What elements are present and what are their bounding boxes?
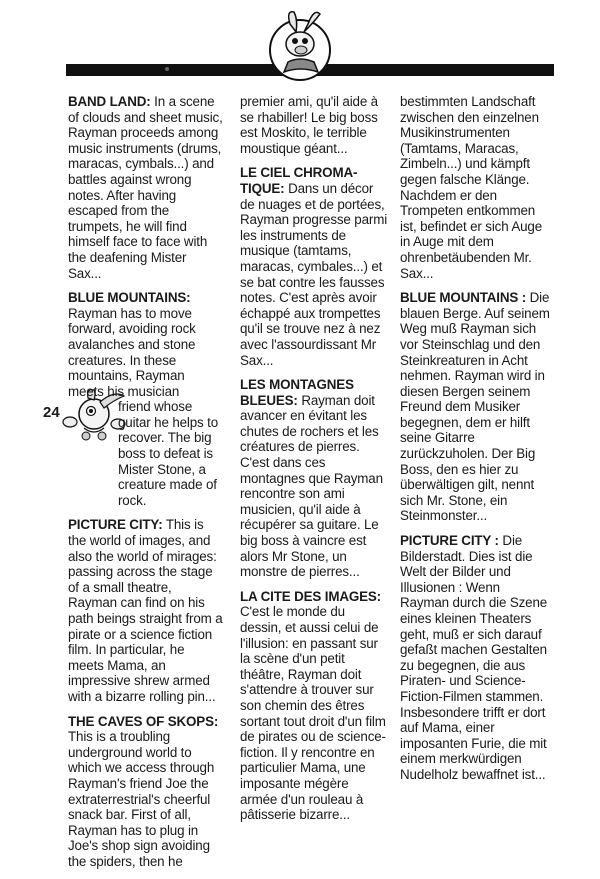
column-english bbox=[68, 94, 223, 879]
section-band-land bbox=[68, 94, 223, 281]
section-blue-mountains bbox=[68, 290, 223, 399]
section-body: friend whose guitar he helps to recover. The big boss to defeat is Mister Stone, a creature made of rock. bbox=[118, 399, 219, 508]
page-number: 24 bbox=[43, 404, 60, 421]
section-body: Rayman doit avancer en évitant les chutes de rochers et les créatures de pierres. C'est dans ces montagnes que Rayman rencontre son ami musicien, qu'il aide à récupérer sa guitare. Le big boss à vaincre est alors Mr Stone, un monstre de pierres... bbox=[240, 392, 383, 580]
section-body: C'est le monde du dessin, et aussi celui de l'illusion: en passant sur la scène d'un petit théâtre, Rayman doit s'attendre à trouver sur son chemin des êtres sortant tout droit d'un film de pirates ou de science-fiction. Il y rencontre en particulier Mama, une imposante mégère armée d'un rouleau à pâtisserie bizarre... bbox=[240, 604, 386, 823]
section-body: Die blauen Berge. Auf seinem Weg muß Rayman sich vor Steinschlag und den Steinkreaturen in Acht nehmen. Rayman wird in diesen Bergen seinem Freund dem Musiker begegnen, dem er hilft seine Gitarre zurückzuholen. Der Big Boss, den es hier zu überwältigen gilt, nennt sich Mr. Stone, ein Steinmonster... bbox=[400, 290, 550, 524]
section-body: Die Bilderstadt. Dies ist die Welt der Bilder und Illusionen : Wenn Rayman durch die Szene eines kleinen Theaters geht, muß er sich darauf gefaßt machen Gestalten zu begegnen, die aus Piraten- und Science-Fiction-Filmen stammen. Insbesondere trifft er dort auf Mama, einer imposanten Furie, die mit einem merkwürdigen Nudelholz bewaffnet ist... bbox=[400, 533, 548, 782]
section-body: Dans un décor de nuages et de portées, Rayman progresse parmi les instruments de musique (tamtams, maracas, cymbales...) et se bat contre les fausses notes. C'est après avoir échappé aux trompettes qu'il se trouve nez à nez avec l'assourdissant Mr Sax... bbox=[240, 180, 388, 368]
section-ciel-chromatique bbox=[240, 165, 388, 368]
section-montagnes-bleues bbox=[240, 377, 388, 580]
section-heading: LE CIEL CHROMA-TIQUE: bbox=[240, 165, 358, 196]
section-body: In a scene of clouds and sheet music, Rayman proceeds among music instruments (drums, maracas, cymbals...) and battles against wrong notes. After having escaped from the trumpets, he will find himself face to face with the deafening Mister Sax... bbox=[68, 94, 223, 281]
section-heading: PICTURE CITY: bbox=[68, 517, 163, 533]
section-intro: premier ami, qu'il aide à se rhabiller! Le big boss est Moskito, le terrible moustique géant... bbox=[240, 94, 378, 156]
section-body: Rayman has to move forward, avoiding rock avalanches and stone creatures. In these mountains, Rayman meets his musician bbox=[68, 305, 196, 399]
section-heading: BAND LAND: bbox=[68, 94, 151, 109]
column-german bbox=[400, 94, 552, 792]
section-intro: bestimmten Landschaft zwischen den einzelnen Musikinstrumenten (Tamtams, Maracas, Zimbeln...) und kämpft gegen falsche Klänge. Nachdem er den Trompeten entkommen ist, befindet er sich Auge in Auge mit dem ohrenbetäubenden Mr. Sax... bbox=[400, 94, 542, 281]
section-picture-city bbox=[68, 517, 223, 704]
section-picture-city bbox=[400, 533, 552, 783]
section-heading: LES MONTAGNES BLEUES: bbox=[240, 377, 354, 408]
rayman-header-icon bbox=[268, 6, 332, 92]
section-caves-of-skops bbox=[68, 714, 223, 870]
wrapped-text-block bbox=[68, 399, 223, 508]
section-body: This is a troubling underground world to which we access through Rayman's friend Joe the extraterrestrial's cheerful snack bar. First of all, Rayman has to plug in Joe's shop sign avoiding the spiders, then he bbox=[68, 729, 215, 869]
image-wrap-space bbox=[68, 399, 118, 508]
section-heading: BLUE MOUNTAINS: bbox=[68, 290, 191, 306]
section-cite-des-images bbox=[240, 589, 388, 823]
section-heading: THE CAVES OF SKOPS: bbox=[68, 713, 219, 729]
section-body: This is the world of images, and also the world of mirages: passing across the stage of a small theatre, Rayman can find on his path beings straight from a pirate or a science fiction film. In particular, he meets Mama, an impressive shrew armed with a bizarre rolling pin... bbox=[68, 517, 223, 704]
column-french bbox=[240, 94, 388, 832]
section-blue-mountains bbox=[400, 290, 552, 524]
section-heading: BLUE MOUNTAINS : bbox=[400, 290, 527, 306]
section-heading: LA CITE DES IMAGES: bbox=[240, 588, 381, 604]
section-heading: PICTURE CITY : bbox=[400, 533, 499, 549]
header-dot bbox=[165, 67, 169, 71]
